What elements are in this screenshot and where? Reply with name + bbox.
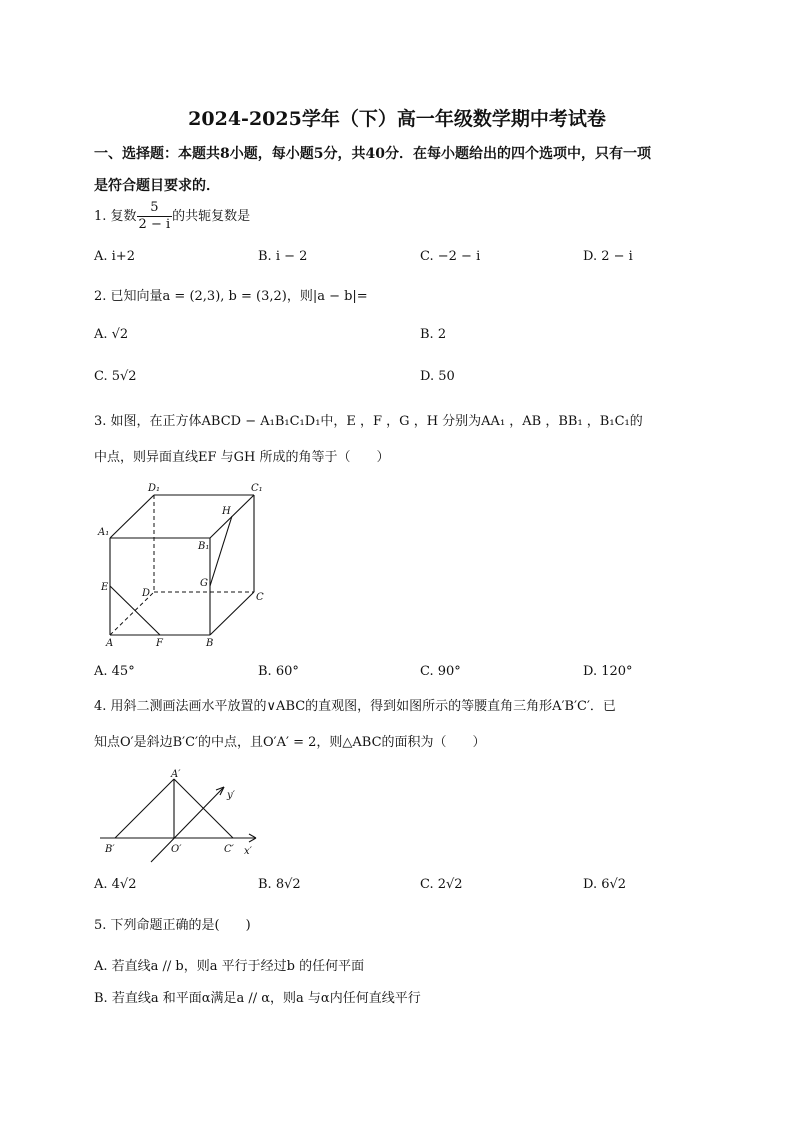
label-o-prime: O′: [171, 844, 182, 855]
label-e: E: [101, 582, 109, 593]
label-y-prime: y′: [227, 790, 235, 801]
q2-option-c: C. 5√2: [94, 369, 137, 384]
q5-option-b: B. 若直线a 和平面α满足a // α，则a 与α内任何直线平行: [94, 991, 421, 1006]
label-a-prime: A′: [171, 769, 181, 780]
label-f: F: [156, 638, 163, 649]
label-d: D: [142, 588, 151, 599]
q5-option-a: A. 若直线a // b，则a 平行于经过b 的任何平面: [94, 959, 365, 974]
q4-option-a: A. 4√2: [94, 877, 137, 892]
q4-option-b: B. 8√2: [258, 877, 301, 892]
q4-option-c: C. 2√2: [420, 877, 463, 892]
q2-option-b: B. 2: [420, 327, 447, 342]
label-d1: D₁: [148, 483, 161, 494]
q1-option-c: C. −2 − i: [420, 249, 481, 264]
label-h: H: [222, 506, 231, 517]
q3-option-a: A. 45°: [94, 664, 135, 679]
q1-suffix: 的共轭复数是: [172, 209, 251, 224]
question-5: 5. 下列命题正确的是( ): [94, 918, 251, 933]
label-x-prime: x′: [244, 846, 252, 857]
page-title: 2024-2025学年（下）高一年级数学期中考试卷: [188, 108, 606, 130]
question-4-line1: 4. 用斜二测画法画水平放置的∨ABC的直观图，得到如图所示的等腰直角三角形A′B′C′．已: [94, 699, 616, 714]
cube-figure: [96, 478, 276, 650]
q3-option-b: B. 60°: [258, 664, 299, 679]
label-b1: B₁: [198, 541, 210, 552]
q1-option-b: B. i − 2: [258, 249, 308, 264]
q4-option-d: D. 6√2: [583, 877, 627, 892]
triangle-figure: [96, 766, 266, 866]
q3-option-d: D. 120°: [583, 664, 633, 679]
label-c: C: [256, 592, 264, 603]
question-3-line1: 3. 如图，在正方体ABCD − A₁B₁C₁D₁中，E ，F ，G ，H 分别为AA₁ ，AB ，BB₁ ，B₁C₁的: [94, 414, 643, 429]
question-2: 2. 已知向量a = (2,3), b = (3,2)，则|a − b|=: [94, 289, 368, 304]
label-b-prime: B′: [105, 844, 115, 855]
q1-prefix: 1. 复数: [94, 209, 137, 224]
q1-denominator: 2 − i: [138, 217, 171, 232]
label-c-prime: C′: [224, 844, 234, 855]
label-g: G: [200, 578, 208, 589]
section-heading-line1: 一、选择题：本题共8小题，每小题5分，共40分．在每小题给出的四个选项中，只有一项: [94, 146, 651, 162]
question-1: [94, 200, 250, 233]
label-a1: A₁: [98, 527, 110, 538]
section-heading-line2: 是符合题目要求的．: [94, 178, 220, 194]
q2-option-a: A. √2: [94, 327, 129, 342]
question-4-line2: 知点O′是斜边B′C′的中点，且O′A′ = 2，则△ABC的面积为（ ）: [94, 735, 486, 750]
q1-numerator: 5: [150, 200, 159, 215]
question-3-line2: 中点，则异面直线EF 与GH 所成的角等于（ ）: [94, 450, 390, 465]
label-c1: C₁: [251, 483, 263, 494]
q1-option-d: D. 2 − i: [583, 249, 633, 264]
label-b: B: [206, 638, 214, 649]
q1-fraction: [137, 200, 173, 233]
label-a: A: [106, 638, 114, 649]
q3-option-c: C. 90°: [420, 664, 461, 679]
q2-option-d: D. 50: [420, 369, 455, 384]
q1-option-a: A. i+2: [94, 249, 135, 264]
